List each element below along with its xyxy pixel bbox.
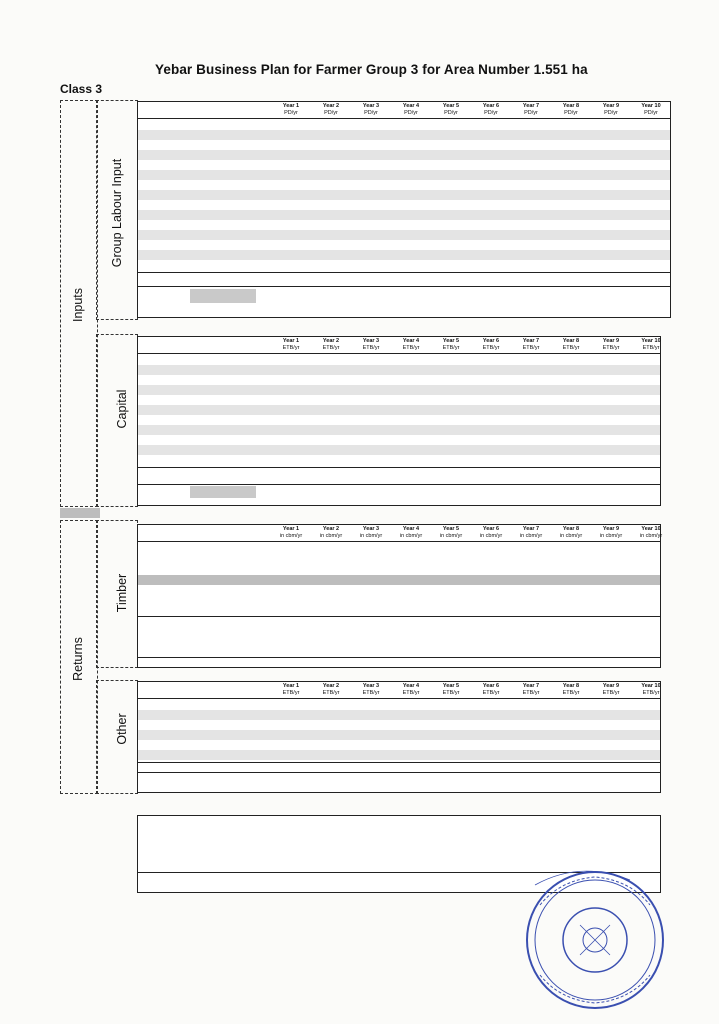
year-header: Year 1 xyxy=(282,683,300,689)
year-header: Year 4 xyxy=(402,526,420,532)
table-row xyxy=(138,563,660,573)
year-header: Year 10 xyxy=(641,103,661,109)
year-header: Year 8 xyxy=(562,338,580,344)
table-row xyxy=(138,750,660,760)
year-header: Year 1 xyxy=(282,103,300,109)
table-row xyxy=(138,230,670,240)
year-header: Year 6 xyxy=(482,683,500,689)
class-label: Class 3 xyxy=(60,82,103,96)
divider xyxy=(138,657,660,658)
year-header: Year 7 xyxy=(522,526,540,532)
unit-header: ETB/yr xyxy=(602,345,620,351)
year-header: Year 1 xyxy=(282,338,300,344)
table-row xyxy=(138,365,660,375)
table-row xyxy=(138,385,660,395)
table-row xyxy=(138,435,660,445)
divider xyxy=(138,118,670,119)
divider xyxy=(138,272,670,273)
unit-header: in cbm/yr xyxy=(399,533,423,539)
unit-header: ETB/yr xyxy=(642,345,660,351)
unit-header: ETB/yr xyxy=(482,345,500,351)
year-header: Year 9 xyxy=(602,103,620,109)
price-header-row xyxy=(138,575,660,585)
unit-header: PD/yr xyxy=(524,110,538,116)
year-header: Year 8 xyxy=(562,103,580,109)
unit-header: ETB/yr xyxy=(642,690,660,696)
unit-header: ETB/yr xyxy=(522,345,540,351)
year-header: Year 2 xyxy=(322,103,340,109)
unit-header: in cbm/yr xyxy=(559,533,583,539)
unit-header: ETB/yr xyxy=(362,345,380,351)
page-title: Yebar Business Plan for Farmer Group 3 for Area Number 1.551 ha xyxy=(155,62,588,77)
year-header: Year 4 xyxy=(402,338,420,344)
year-header: Year 5 xyxy=(442,103,460,109)
year-header: Year 3 xyxy=(362,683,380,689)
divider xyxy=(138,484,660,485)
unit-header: ETB/yr xyxy=(442,690,460,696)
unit-header: PD/yr xyxy=(404,110,418,116)
table-row xyxy=(138,543,660,553)
year-header: Year 1 xyxy=(282,526,300,532)
divider xyxy=(138,286,670,287)
divider xyxy=(138,772,660,773)
unit-header: ETB/yr xyxy=(562,690,580,696)
table-row xyxy=(138,405,660,415)
unit-header: in cbm/yr xyxy=(479,533,503,539)
avg-input-box xyxy=(190,289,256,303)
table-row xyxy=(138,190,670,200)
table-row xyxy=(138,740,660,750)
year-header: Year 6 xyxy=(482,338,500,344)
unit-header: PD/yr xyxy=(604,110,618,116)
inputs-label: Inputs xyxy=(71,287,85,323)
unit-header: in cbm/yr xyxy=(519,533,543,539)
other-returns-table xyxy=(137,681,661,793)
timber-table xyxy=(137,524,661,668)
year-header: Year 7 xyxy=(522,338,540,344)
year-header: Year 6 xyxy=(482,103,500,109)
unit-header: ETB/yr xyxy=(562,345,580,351)
unit-header: ETB/yr xyxy=(322,690,340,696)
table-row xyxy=(138,605,660,615)
unit-header: PD/yr xyxy=(364,110,378,116)
unit-header: in cbm/yr xyxy=(439,533,463,539)
table-row xyxy=(138,553,660,563)
table-row xyxy=(138,700,660,710)
table-row xyxy=(138,395,660,405)
table-row xyxy=(138,355,660,365)
labour-table xyxy=(137,101,671,318)
table-row xyxy=(138,200,670,210)
unit-header: ETB/yr xyxy=(602,690,620,696)
table-row xyxy=(138,150,670,160)
returns-label: Returns xyxy=(71,637,85,681)
table-row xyxy=(138,120,670,130)
year-header: Year 5 xyxy=(442,526,460,532)
timber-side-label: Timber xyxy=(115,573,129,613)
table-row xyxy=(138,170,670,180)
unit-header: in cbm/yr xyxy=(639,533,663,539)
unit-header: ETB/yr xyxy=(402,690,420,696)
capital-side-label: Capital xyxy=(115,389,129,429)
unit-header: ETB/yr xyxy=(482,690,500,696)
table-row xyxy=(138,220,670,230)
gray-divider xyxy=(60,508,100,518)
official-stamp xyxy=(520,865,670,1015)
other-side-label: Other xyxy=(115,713,129,745)
year-header: Year 9 xyxy=(602,338,620,344)
table-row xyxy=(138,425,660,435)
capital-table xyxy=(137,336,661,506)
table-row xyxy=(138,445,660,455)
divider xyxy=(138,353,660,354)
unit-header: in cbm/yr xyxy=(279,533,303,539)
table-row xyxy=(138,140,670,150)
year-header: Year 2 xyxy=(322,338,340,344)
unit-header: ETB/yr xyxy=(322,345,340,351)
table-row xyxy=(138,636,660,646)
table-row xyxy=(138,240,670,250)
year-header: Year 10 xyxy=(641,683,661,689)
divider xyxy=(138,616,660,617)
divider xyxy=(138,762,660,763)
year-header: Year 4 xyxy=(402,683,420,689)
table-row xyxy=(138,260,670,270)
table-row xyxy=(138,375,660,385)
table-row xyxy=(138,595,660,605)
unit-header: ETB/yr xyxy=(442,345,460,351)
table-row xyxy=(138,130,670,140)
table-row xyxy=(138,585,660,595)
year-header: Year 5 xyxy=(442,338,460,344)
year-header: Year 10 xyxy=(641,338,661,344)
unit-header: PD/yr xyxy=(284,110,298,116)
total-cap-box xyxy=(190,486,256,498)
unit-header: ETB/yr xyxy=(362,690,380,696)
year-header: Year 7 xyxy=(522,683,540,689)
year-header: Year 5 xyxy=(442,683,460,689)
unit-header: in cbm/yr xyxy=(359,533,383,539)
table-row xyxy=(138,210,670,220)
table-row xyxy=(138,730,660,740)
unit-header: PD/yr xyxy=(564,110,578,116)
unit-header: PD/yr xyxy=(444,110,458,116)
year-header: Year 7 xyxy=(522,103,540,109)
table-row xyxy=(138,455,660,465)
year-header: Year 9 xyxy=(602,683,620,689)
table-row xyxy=(138,180,670,190)
year-header: Year 8 xyxy=(562,526,580,532)
divider xyxy=(138,698,660,699)
unit-header: ETB/yr xyxy=(282,690,300,696)
table-row xyxy=(138,720,660,730)
year-header: Year 9 xyxy=(602,526,620,532)
year-header: Year 3 xyxy=(362,103,380,109)
unit-header: in cbm/yr xyxy=(319,533,343,539)
year-header: Year 4 xyxy=(402,103,420,109)
year-header: Year 8 xyxy=(562,683,580,689)
unit-header: ETB/yr xyxy=(282,345,300,351)
divider xyxy=(138,541,660,542)
year-header: Year 3 xyxy=(362,338,380,344)
table-row xyxy=(138,160,670,170)
unit-header: PD/yr xyxy=(644,110,658,116)
labour-side-label: Group Labour Input xyxy=(110,158,124,268)
year-header: Year 6 xyxy=(482,526,500,532)
year-header: Year 3 xyxy=(362,526,380,532)
year-header: Year 2 xyxy=(322,526,340,532)
table-row xyxy=(138,250,670,260)
year-header: Year 2 xyxy=(322,683,340,689)
divider xyxy=(138,467,660,468)
table-row xyxy=(138,646,660,656)
table-row xyxy=(138,415,660,425)
unit-header: PD/yr xyxy=(484,110,498,116)
table-row xyxy=(138,710,660,720)
year-header: Year 10 xyxy=(641,526,661,532)
unit-header: PD/yr xyxy=(324,110,338,116)
unit-header: in cbm/yr xyxy=(599,533,623,539)
unit-header: ETB/yr xyxy=(522,690,540,696)
table-row xyxy=(138,626,660,636)
unit-header: ETB/yr xyxy=(402,345,420,351)
